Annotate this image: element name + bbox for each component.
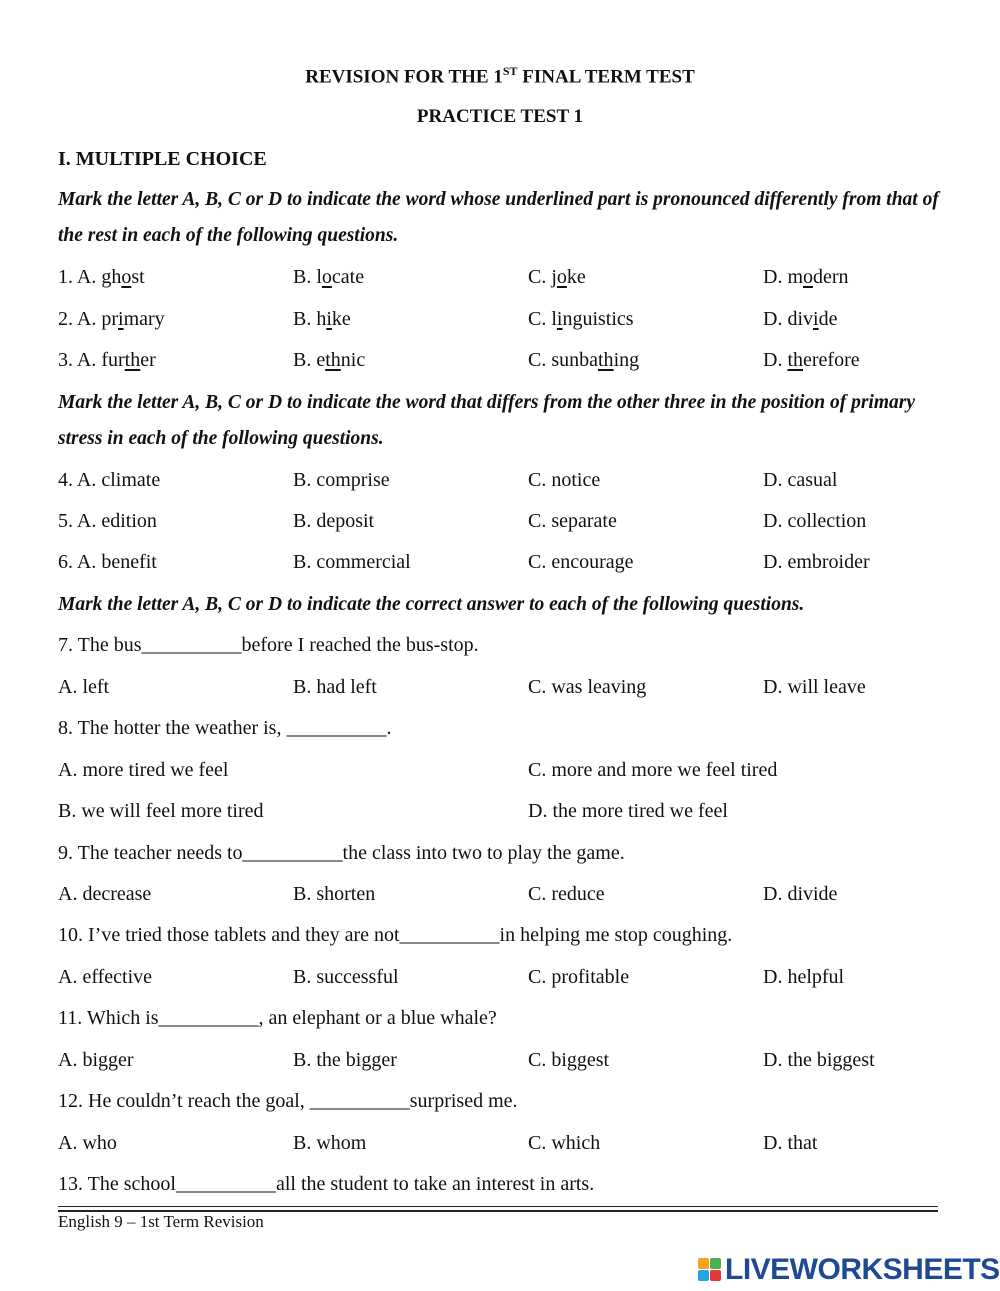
option-d: D. casual bbox=[763, 469, 838, 491]
option-text: cate bbox=[331, 266, 365, 288]
question-8-stem: 8. The hotter the weather is, __________. bbox=[58, 717, 392, 739]
underlined-part: o bbox=[321, 266, 332, 288]
instruction-stress: Mark the letter A, B, C or D to indicate the word that differs from the other three in the position of primary stress in each of the following questions. bbox=[58, 392, 915, 449]
title-sup: ST bbox=[502, 64, 518, 78]
option-b: B. the bigger bbox=[293, 1049, 397, 1071]
question-5 bbox=[58, 510, 948, 536]
option-d: D. that bbox=[763, 1132, 818, 1154]
question-9-options bbox=[58, 883, 948, 909]
option-a: A. left bbox=[58, 676, 110, 698]
option-b bbox=[293, 308, 351, 331]
question-3 bbox=[58, 349, 948, 375]
footer-divider bbox=[58, 1206, 938, 1207]
option-text: mary bbox=[123, 308, 165, 330]
option-text: D. bbox=[763, 349, 788, 371]
question-8-options-row2 bbox=[58, 800, 948, 826]
option-d bbox=[763, 266, 849, 289]
option-c: C. encourage bbox=[528, 551, 634, 573]
option-a bbox=[58, 266, 145, 289]
question-12-options bbox=[58, 1132, 948, 1158]
question-6 bbox=[58, 551, 948, 577]
option-c: C. was leaving bbox=[528, 676, 647, 698]
option-text: nic bbox=[340, 349, 366, 371]
option-d: D. collection bbox=[763, 510, 867, 532]
section-heading: I. MULTIPLE CHOICE bbox=[58, 148, 267, 170]
underlined-part: th bbox=[124, 349, 141, 371]
underlined-part: o bbox=[556, 266, 567, 288]
underlined-part: i bbox=[326, 308, 332, 330]
option-b bbox=[293, 266, 364, 289]
question-11-stem: 11. Which is__________, an elephant or a blue whale? bbox=[58, 1007, 497, 1029]
underlined-part: o bbox=[803, 266, 813, 288]
option-b: B. commercial bbox=[293, 551, 411, 573]
option-d: D. will leave bbox=[763, 676, 866, 698]
option-d: D. divide bbox=[763, 883, 838, 905]
logo-square bbox=[698, 1270, 709, 1281]
option-text: D. m bbox=[763, 266, 803, 288]
option-text: 2. A. pr bbox=[58, 308, 118, 330]
option-text: ing bbox=[613, 349, 640, 371]
underlined-part: th bbox=[787, 349, 804, 371]
option-c: C. more and more we feel tired bbox=[528, 759, 778, 781]
document-title bbox=[0, 64, 1000, 88]
option-c bbox=[528, 266, 586, 289]
option-c: C. biggest bbox=[528, 1049, 610, 1071]
underlined-part: o bbox=[121, 266, 132, 288]
option-b: B. we will feel more tired bbox=[58, 800, 264, 822]
option-b: B. shorten bbox=[293, 883, 376, 905]
question-1 bbox=[58, 266, 948, 292]
option-a: 4. A. climate bbox=[58, 469, 161, 491]
question-2 bbox=[58, 308, 948, 334]
underlined-part: i bbox=[118, 308, 124, 330]
option-c bbox=[528, 308, 634, 331]
option-text: C. l bbox=[528, 308, 557, 330]
instruction-pronunciation: Mark the letter A, B, C or D to indicate the word whose underlined part is pronounced differently from that of the rest in each of the following questions. bbox=[58, 189, 939, 246]
option-text: dern bbox=[813, 266, 849, 288]
option-text: er bbox=[140, 349, 156, 371]
option-b: B. whom bbox=[293, 1132, 367, 1154]
option-b: B. comprise bbox=[293, 469, 390, 491]
option-a: 5. A. edition bbox=[58, 510, 157, 532]
question-7-options bbox=[58, 676, 948, 702]
underlined-part: i bbox=[556, 308, 563, 330]
option-c: C. reduce bbox=[528, 883, 605, 905]
option-d bbox=[763, 308, 837, 331]
logo-text: LIVEWORKSHEETS bbox=[725, 1253, 1000, 1286]
option-text: ke bbox=[566, 266, 586, 288]
question-11-options bbox=[58, 1049, 948, 1075]
option-d: D. helpful bbox=[763, 966, 845, 988]
option-text: de bbox=[818, 308, 838, 330]
option-b bbox=[293, 349, 365, 372]
question-13-stem: 13. The school__________all the student to take an interest in arts. bbox=[58, 1173, 595, 1195]
option-text: D. div bbox=[763, 308, 813, 330]
question-4 bbox=[58, 469, 948, 495]
option-a: 6. A. benefit bbox=[58, 551, 157, 573]
option-c: C. which bbox=[528, 1132, 601, 1154]
underlined-part: th bbox=[325, 349, 341, 371]
option-d bbox=[763, 349, 860, 372]
liveworksheets-logo[interactable] bbox=[698, 1255, 1000, 1285]
logo-square bbox=[710, 1258, 721, 1269]
question-12-stem: 12. He couldn’t reach the goal, __________surprised me. bbox=[58, 1090, 518, 1112]
option-b: B. successful bbox=[293, 966, 399, 988]
option-text: erefore bbox=[803, 349, 860, 371]
option-a: A. who bbox=[58, 1132, 117, 1154]
option-text: nguistics bbox=[562, 308, 634, 330]
underlined-part: i bbox=[813, 308, 819, 330]
option-c bbox=[528, 349, 639, 372]
option-a: A. effective bbox=[58, 966, 153, 988]
option-c: C. profitable bbox=[528, 966, 630, 988]
option-b: B. deposit bbox=[293, 510, 375, 532]
liveworksheets-icon bbox=[698, 1258, 722, 1282]
instruction-correct-answer: Mark the letter A, B, C or D to indicate the correct answer to each of the following questions. bbox=[58, 594, 805, 615]
option-a bbox=[58, 349, 156, 372]
logo-square bbox=[710, 1270, 721, 1281]
option-text: 3. A. fur bbox=[58, 349, 125, 371]
option-a: A. bigger bbox=[58, 1049, 134, 1071]
question-8-options-row1 bbox=[58, 759, 948, 785]
option-text: st bbox=[131, 266, 145, 288]
option-text: 1. A. gh bbox=[58, 266, 122, 288]
option-d: D. the more tired we feel bbox=[528, 800, 728, 822]
question-7-stem: 7. The bus__________before I reached the bus-stop. bbox=[58, 634, 479, 656]
option-d: D. embroider bbox=[763, 551, 870, 573]
option-text: C. sunba bbox=[528, 349, 598, 371]
document-subtitle: PRACTICE TEST 1 bbox=[416, 106, 584, 127]
underlined-part: th bbox=[598, 349, 614, 371]
option-c: C. separate bbox=[528, 510, 617, 532]
logo-square bbox=[698, 1258, 709, 1269]
option-d: D. the biggest bbox=[763, 1049, 875, 1071]
title-post: FINAL TERM TEST bbox=[517, 66, 695, 88]
option-text: B. e bbox=[293, 349, 326, 371]
option-a: A. more tired we feel bbox=[58, 759, 229, 781]
option-b: B. had left bbox=[293, 676, 377, 698]
option-text: ke bbox=[331, 308, 351, 330]
title-pre: REVISION FOR THE 1 bbox=[305, 66, 503, 88]
option-a: A. decrease bbox=[58, 883, 152, 905]
footer-text: English 9 – 1st Term Revision bbox=[58, 1212, 264, 1231]
option-c: C. notice bbox=[528, 469, 601, 491]
question-10-options bbox=[58, 966, 948, 992]
question-9-stem: 9. The teacher needs to__________the class into two to play the game. bbox=[58, 842, 625, 864]
option-a bbox=[58, 308, 165, 331]
option-text: C. j bbox=[528, 266, 557, 288]
question-10-stem: 10. I’ve tried those tablets and they are not__________in helping me stop coughing. bbox=[58, 924, 733, 946]
option-text: B. h bbox=[293, 308, 327, 330]
option-text: B. l bbox=[293, 266, 322, 288]
